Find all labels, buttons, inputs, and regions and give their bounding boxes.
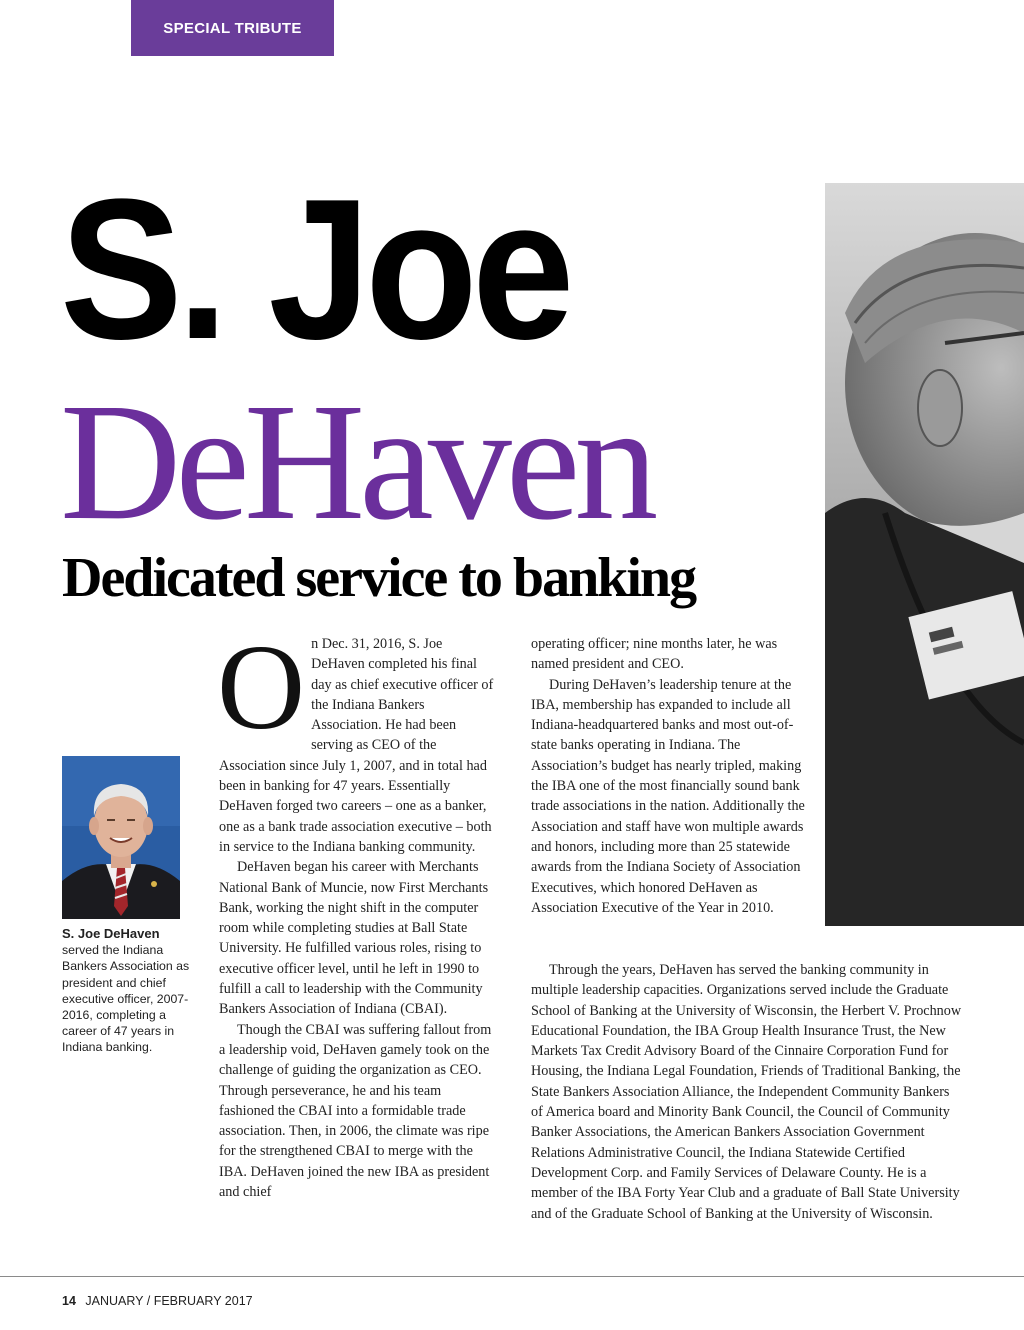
- section-tag: SPECIAL TRIBUTE: [131, 0, 334, 56]
- article-paragraph-text: n Dec. 31, 2016, S. Joe DeHaven completed his final day as chief executive officer of the Indiana Bankers Association. He had been serving as CEO of the Association since July 1, 2007, and in total had been in banking for 47 years. Essentially DeHaven forged two careers – one as a banker, one as a bank trade association executive – both in service to the Indiana banking community.: [219, 636, 494, 855]
- article-column-3: [531, 960, 963, 1224]
- article-column-2: [531, 634, 809, 918]
- article-paragraph: During DeHaven’s leadership tenure at the IBA, membership has expanded to include all Indiana-headquartered banks and most out-of-state banks operating in Indiana. The Association’s budget has nearly tripled, making the IBA one of the most financially sound bank trade associations in the nation. Additionally the Association and staff have won multiple awards and honors, including more than 25 statewide awards from the Indiana Society of Association Executives, which honored DeHaven as Association Executive of the Year in 2010.: [531, 676, 805, 916]
- headshot-photo: [62, 756, 180, 919]
- page-number: 14: [62, 1294, 76, 1308]
- headline-subtitle: Dedicated service to banking: [62, 547, 696, 609]
- article-paragraph: operating officer; nine months later, he was named president and CEO.: [531, 636, 778, 673]
- footer-divider: [0, 1276, 1024, 1277]
- archival-portrait-illustration: [825, 183, 1024, 926]
- headline-first-name: S. Joe: [60, 158, 569, 381]
- drop-cap: O: [217, 620, 306, 755]
- article-paragraph: Though the CBAI was suffering fallout from a leadership void, DeHaven gamely took on the challenge of guiding the organization as CEO. Through perseverance, he and his team fashioned the CBAI into a formidable trade association. Then, in 2006, the climate was ripe for the strengthened CBAI to merge with the IBA. DeHaven joined the new IBA as president and chief: [219, 1021, 492, 1201]
- caption-text: served the Indiana Bankers Association as president and chief executive officer, 2007-2016, completing a career of 47 years in Indiana banking.: [62, 943, 190, 1055]
- headline-last-name: DeHaven: [60, 369, 653, 555]
- article-paragraph: Through the years, DeHaven has served the banking community in multiple leadership capacities. Organizations served include the Graduate School of Banking at the University of Wisconsin, the Herbert V. Prochnow Educational Foundation, the IBA Group Health Insurance Trust, the New Markets Tax Credit Advisory Board of the Cinnaire Corporation Fund for Housing, the Indiana Legal Foundation, Friends of Traditional Banking, the State Bankers Association Alliance, the Independent Community Bankers of America board and Minority Bank Council, the Council of Community Banker Associations, the American Bankers Association Government Relations Administrative Council, the Indiana Statewide Certified Development Corp. and Family Services of Delaware County. He is a member of the IBA Forty Year Club and a graduate of Ball State University and of the Graduate School of Banking at the University of Wisconsin.: [531, 962, 962, 1222]
- caption-name: S. Joe DeHaven: [62, 926, 160, 941]
- article-paragraph: DeHaven began his career with Merchants National Bank of Muncie, now First Merchants Bank, working the night shift in the computer room while completing studies at Ball State University. He fulfilled various roles, rising to executive officer level, until he left in 1990 to fulfill a call to leadership with the Community Bankers Association of Indiana (CBAI).: [219, 859, 489, 1018]
- issue-date: JANUARY / FEBRUARY 2017: [85, 1294, 253, 1308]
- article-column-1: [217, 620, 494, 1202]
- article-paragraph: [217, 620, 494, 857]
- page-footer: [62, 1294, 253, 1308]
- headshot-illustration: [62, 756, 180, 919]
- photo-caption: [62, 926, 190, 1056]
- archival-portrait-photo: [825, 183, 1024, 926]
